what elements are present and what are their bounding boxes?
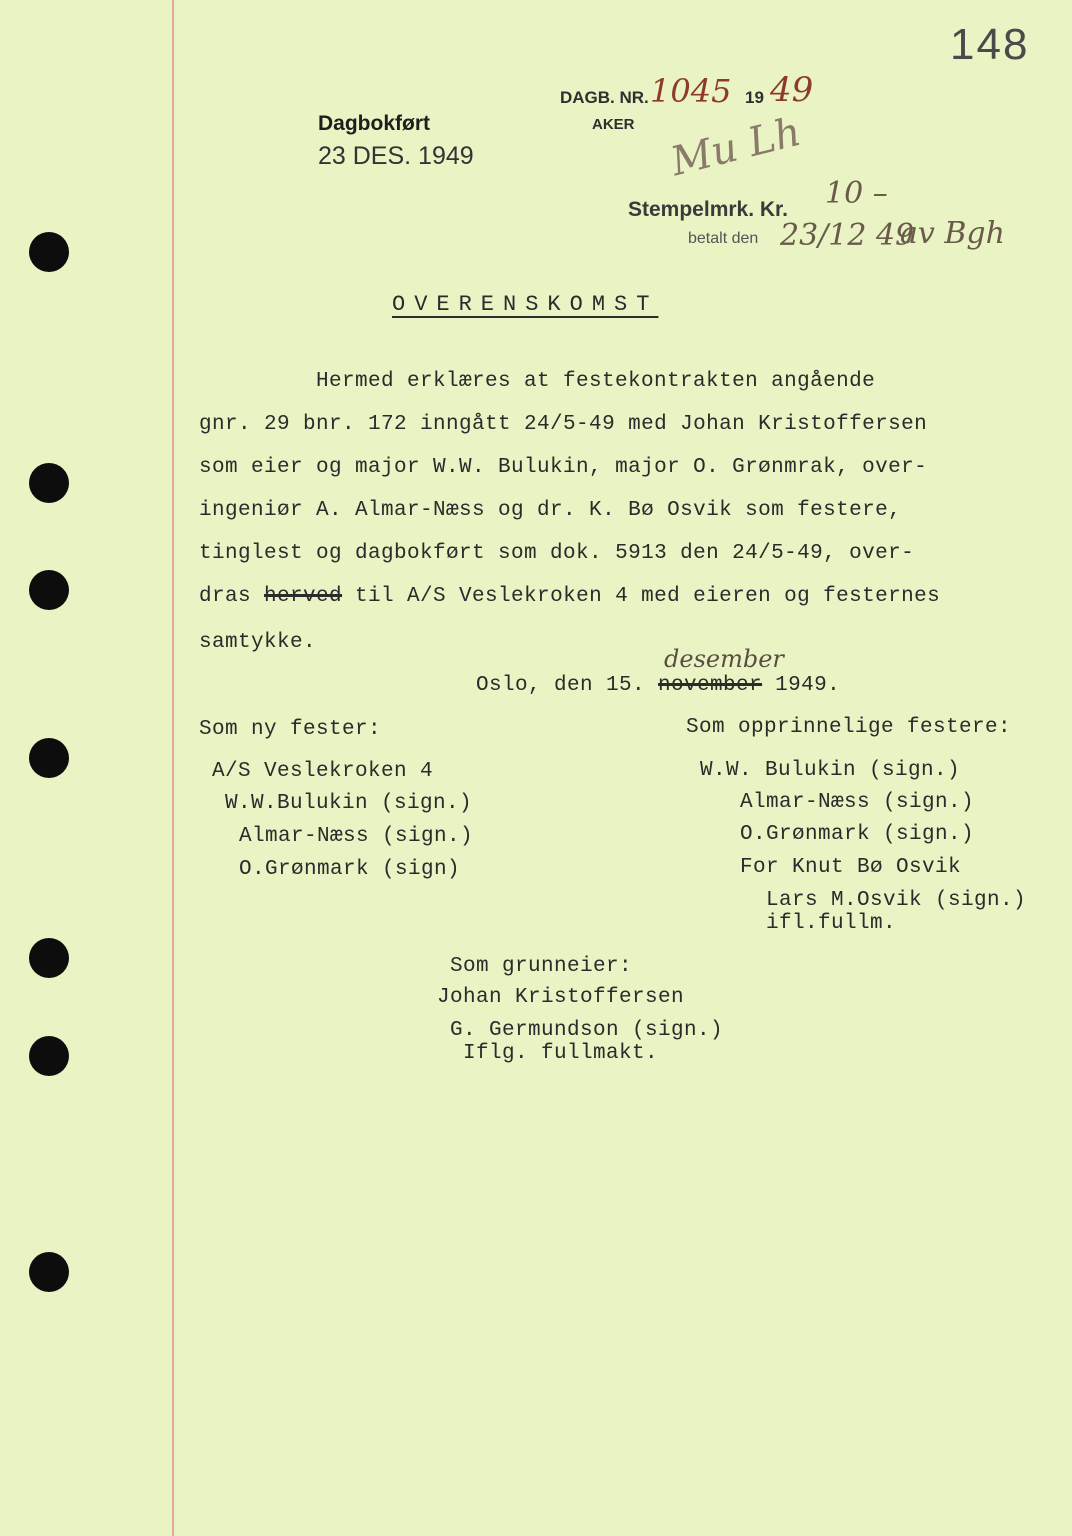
dagb-nr-year-prefix: 19 xyxy=(745,88,764,107)
page-number: 148 xyxy=(950,20,1030,69)
dagb-nr-year: 49 xyxy=(770,70,814,110)
binder-hole xyxy=(29,738,69,778)
signature-line: G. Germundson (sign.) xyxy=(450,1019,724,1042)
binder-hole xyxy=(29,570,69,610)
document-title: OVERENSKOMST xyxy=(392,292,659,317)
stempelmerke-value: 10 – xyxy=(825,176,888,211)
struck-word: herved xyxy=(264,585,343,608)
body-line: ingeniør A. Almar-Næss og dr. K. Bø Osvik som festere, xyxy=(199,499,902,522)
betalt-date: 23/12 49 xyxy=(780,218,915,253)
dagb-nr-label: DAGB. NR. xyxy=(560,88,649,107)
body-line: tinglest og dagbokført som dok. 5913 den 24/5-49, over- xyxy=(199,542,915,565)
signature-line: Johan Kristoffersen xyxy=(437,986,685,1009)
binder-hole xyxy=(29,938,69,978)
signature-line: W.W. Bulukin (sign.) xyxy=(700,759,961,782)
dagbokfort-date: 23 DES. 1949 xyxy=(318,142,474,170)
signature-line: Lars M.Osvik (sign.) xyxy=(766,889,1027,912)
body-line: samtykke. xyxy=(199,631,317,654)
original-lessees-label: Som opprinnelige festere: xyxy=(686,716,1012,739)
dagb-nr-value: 1045 xyxy=(650,72,732,110)
stempelmerke-label: Stempelmrk. Kr. xyxy=(628,198,788,221)
signature-line: A/S Veslekroken 4 xyxy=(212,760,434,783)
body-line: gnr. 29 bnr. 172 inngått 24/5-49 med Johan Kristoffersen xyxy=(199,413,928,436)
binder-hole xyxy=(29,463,69,503)
body-line: dras herved til A/S Veslekroken 4 med eieren og festernes xyxy=(199,585,941,608)
binder-hole xyxy=(29,1252,69,1292)
body-line: som eier og major W.W. Bulukin, major O. Grønmrak, over- xyxy=(199,456,928,479)
struck-month: november xyxy=(658,674,763,697)
handwritten-month: desember xyxy=(664,645,784,673)
betalt-label: betalt den xyxy=(688,230,759,247)
signature-line: Almar-Næss (sign.) xyxy=(740,791,975,814)
signature-line: W.W.Bulukin (sign.) xyxy=(225,792,473,815)
signature-line: ifl.fullm. xyxy=(766,912,897,935)
margin-rule xyxy=(172,0,174,1536)
betalt-by: av Bgh xyxy=(900,216,1005,251)
dagbokfort-label: Dagbokført xyxy=(318,112,430,135)
binder-hole xyxy=(29,1036,69,1076)
signature-line: O.Grønmark (sign) xyxy=(239,858,461,881)
office-stamp: AKER xyxy=(592,116,635,133)
landowner-label: Som grunneier: xyxy=(450,955,633,978)
signature-line: For Knut Bø Osvik xyxy=(740,856,962,879)
date-line: Oslo, den 15. november 1949. xyxy=(476,674,841,697)
body-line: Hermed erklæres at festekontrakten angående xyxy=(316,370,876,393)
signature-line: Almar-Næss (sign.) xyxy=(239,825,474,848)
signature-line: Iflg. fullmakt. xyxy=(463,1042,659,1065)
signature-line: O.Grønmark (sign.) xyxy=(740,823,975,846)
binder-hole xyxy=(29,232,69,272)
new-lessee-label: Som ny fester: xyxy=(199,718,382,741)
handwritten-initials: Mu Lh xyxy=(666,108,806,186)
